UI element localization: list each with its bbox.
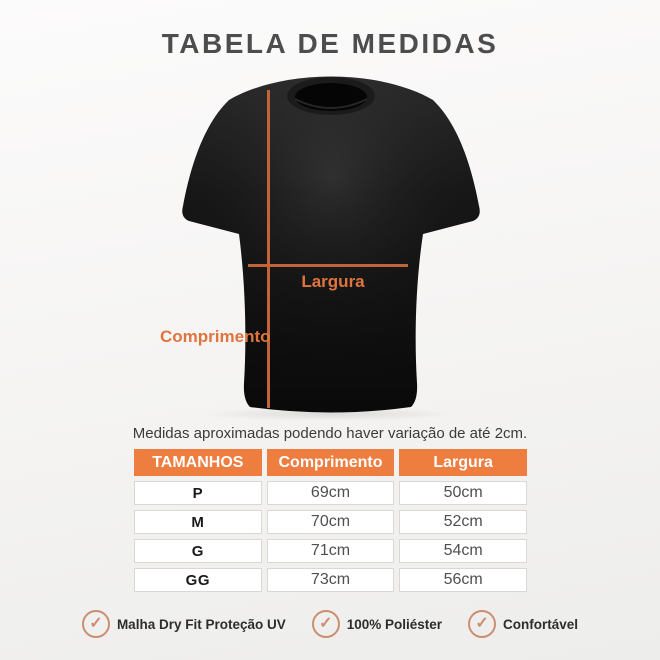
check-circle-icon: ✓ [468, 610, 496, 638]
table-cell-size: P [134, 481, 262, 505]
length-measure-line [267, 90, 270, 408]
tshirt-image [150, 70, 510, 420]
table-cell-length: 69cm [267, 481, 395, 505]
table-header-sizes: TAMANHOS [134, 449, 262, 476]
width-measure-line [248, 264, 408, 267]
table-cell-length: 71cm [267, 539, 395, 563]
feature-item [82, 610, 286, 638]
table-cell-size: GG [134, 568, 262, 592]
table-cell-width: 54cm [399, 539, 527, 563]
shirt-sheen [182, 77, 480, 413]
table-header-length: Comprimento [267, 449, 395, 476]
table-cell-length: 70cm [267, 510, 395, 534]
check-circle-icon: ✓ [312, 610, 340, 638]
size-table [134, 449, 527, 592]
table-cell-size: G [134, 539, 262, 563]
shirt-collar-opening [295, 83, 367, 111]
feature-item [312, 610, 442, 638]
table-header-width: Largura [399, 449, 527, 476]
table-cell-width: 52cm [399, 510, 527, 534]
check-circle-icon: ✓ [82, 610, 110, 638]
measure-disclaimer: Medidas aproximadas podendo haver variação de até 2cm. [132, 425, 528, 442]
table-cell-width: 50cm [399, 481, 527, 505]
page-title: TABELA DE MEDIDAS [161, 28, 499, 59]
feature-label: Confortável [503, 616, 579, 632]
feature-list [0, 610, 660, 638]
length-label: Comprimento [160, 327, 271, 346]
feature-label: 100% Poliéster [346, 616, 443, 632]
table-cell-length: 73cm [267, 568, 395, 592]
width-label: Largura [301, 272, 365, 291]
feature-item [468, 610, 578, 638]
table-cell-width: 56cm [399, 568, 527, 592]
feature-label: Malha Dry Fit Proteção UV [116, 616, 286, 632]
tshirt-illustration [150, 70, 510, 420]
table-cell-size: M [134, 510, 262, 534]
